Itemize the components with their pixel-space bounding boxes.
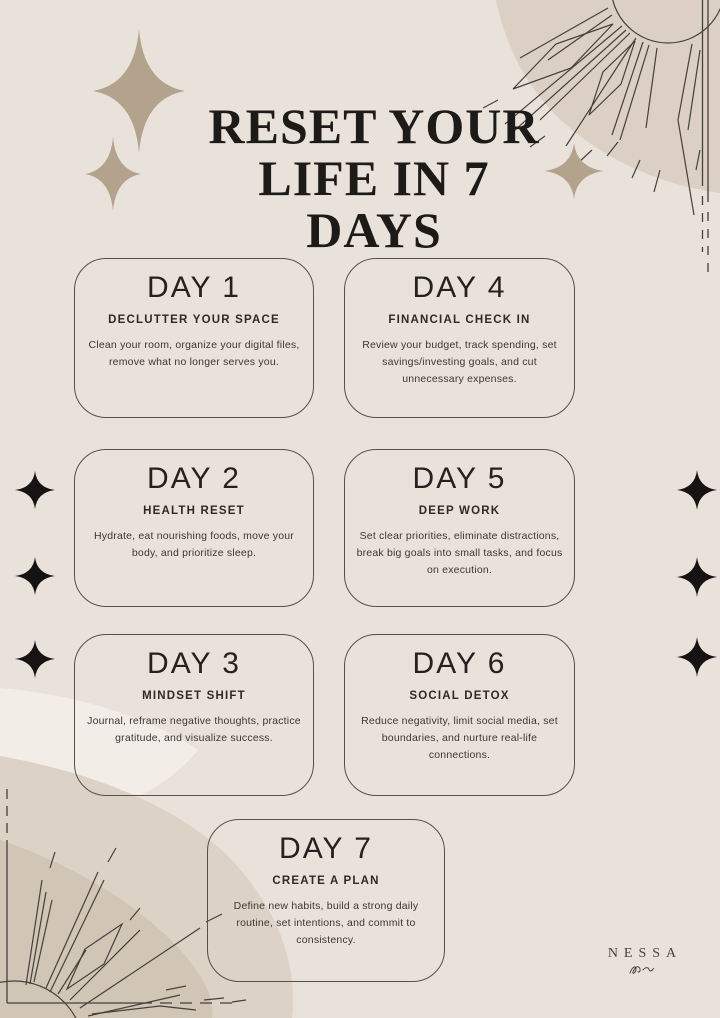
day-card-subtitle: SOCIAL DETOX [409, 690, 510, 702]
day-card-title: DAY 4 [412, 271, 507, 304]
day-card-title: DAY 3 [147, 647, 241, 680]
brand-mark [595, 946, 695, 976]
day-card-description: Reduce negativity, limit social media, set boundaries, and nurture real-life connections. [361, 715, 558, 761]
day-card-subtitle: DECLUTTER YOUR SPACE [108, 314, 280, 326]
day-card-description: Review your budget, track spending, set savings/investing goals, and cut unnecessary expenses. [362, 339, 557, 385]
day-card-description: Journal, reframe negative thoughts, practice gratitude, and visualize success. [87, 715, 301, 744]
sparkle-icon [15, 557, 55, 595]
day-card-description: Set clear priorities, eliminate distractions, break big goals into small tasks, and focus on execution. [356, 530, 563, 576]
day-card-subtitle: CREATE A PLAN [272, 875, 380, 887]
sparkle-icon [85, 137, 141, 211]
day-card [344, 634, 575, 796]
day-card [344, 258, 575, 418]
brand-name: NESSA [607, 946, 683, 961]
day-card-description: Clean your room, organize your digital files, remove what no longer serves you. [88, 339, 300, 368]
day-card [74, 634, 314, 796]
signature-flourish-icon [629, 963, 655, 976]
day-card [207, 819, 445, 982]
day-card [74, 449, 314, 607]
day-card-description: Define new habits, build a strong daily routine, set intentions, and commit to consistency. [233, 900, 419, 946]
sparkle-icon [677, 470, 717, 510]
day-card-title: DAY 1 [147, 271, 241, 304]
poster-title [188, 100, 560, 256]
poster-title-line2: LIFE IN 7 DAYS [258, 150, 490, 258]
sparkle-icon [15, 640, 55, 678]
sparkle-icon [93, 29, 185, 153]
day-card-subtitle: FINANCIAL CHECK IN [388, 314, 531, 326]
day-card-subtitle: HEALTH RESET [143, 505, 245, 517]
day-card [74, 258, 314, 418]
day-card-description: Hydrate, eat nourishing foods, move your body, and prioritize sleep. [93, 530, 295, 559]
day-card [344, 449, 575, 607]
sparkle-icon [677, 637, 717, 677]
day-card-title: DAY 6 [412, 647, 507, 680]
sparkle-icon [15, 471, 55, 509]
day-card-title: DAY 2 [147, 462, 241, 495]
day-card-title: DAY 5 [412, 462, 507, 495]
day-card-subtitle: MINDSET SHIFT [142, 690, 246, 702]
sparkle-icon [677, 557, 717, 597]
day-card-title: DAY 7 [279, 832, 373, 865]
poster-title-line1: RESET YOUR [208, 98, 540, 154]
day-card-subtitle: DEEP WORK [418, 505, 501, 517]
